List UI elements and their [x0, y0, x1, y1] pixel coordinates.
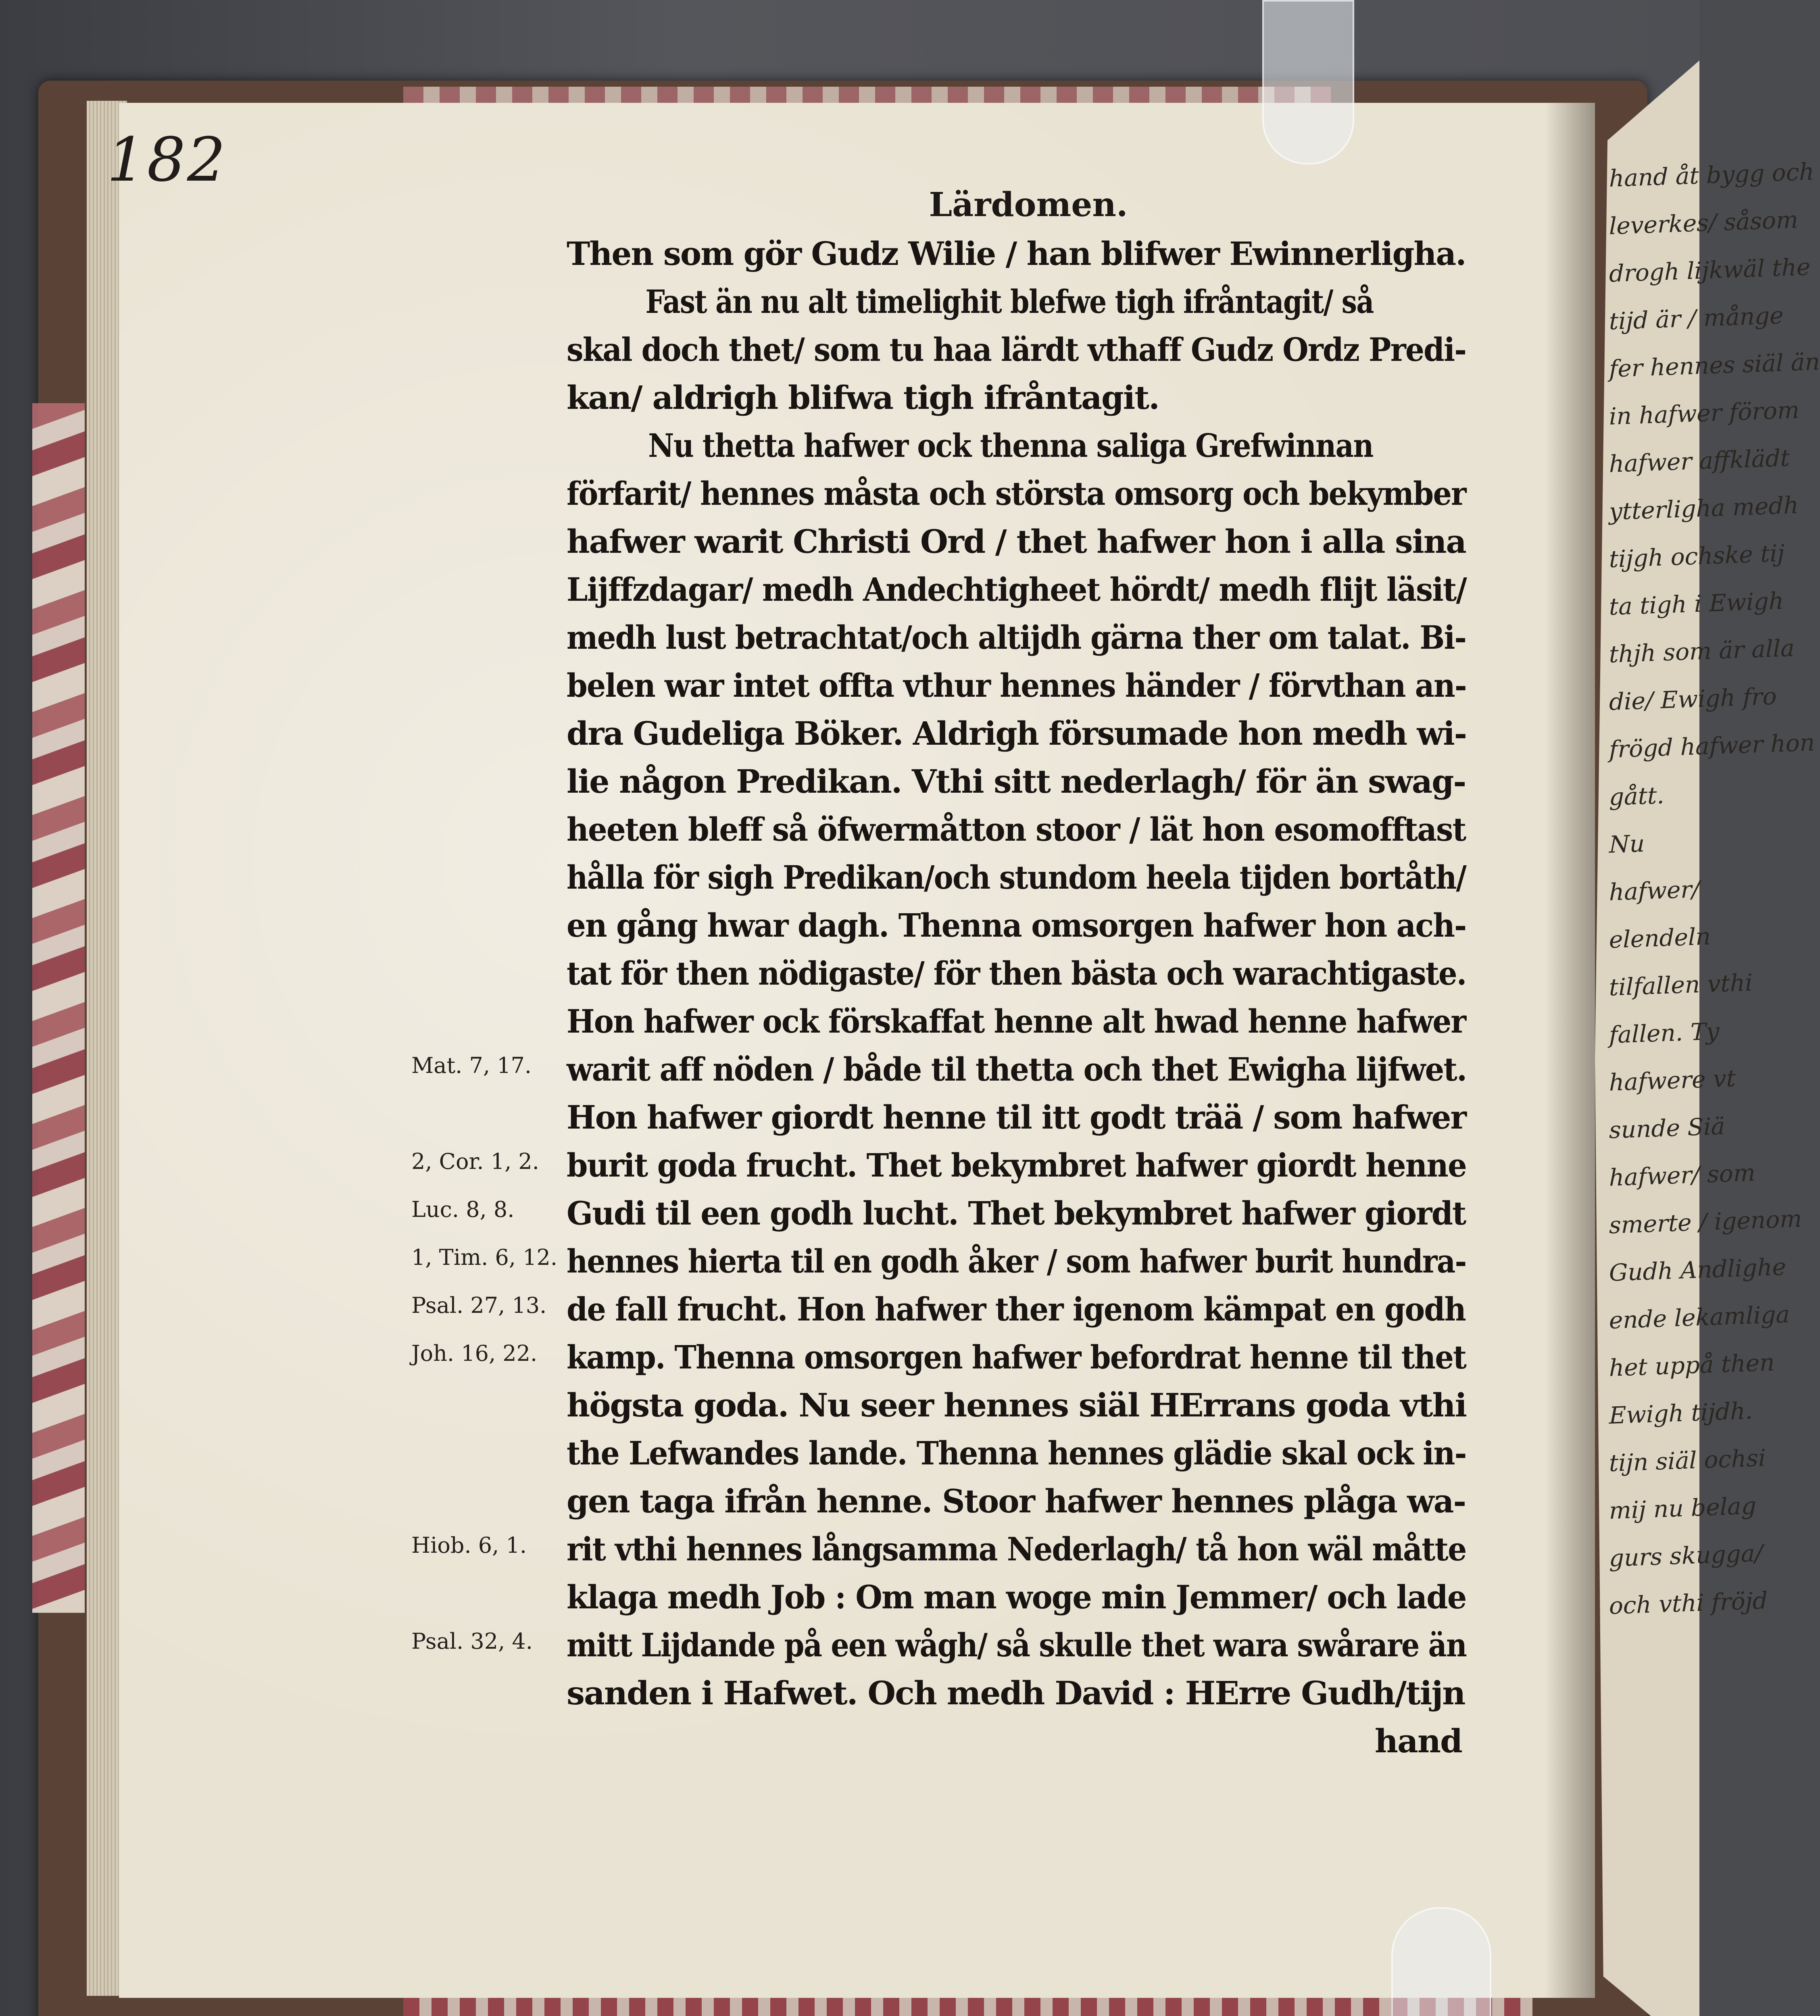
text-line: warit aff nöden / både til thetta och thet Ewigha lijfwet. — [567, 1050, 1467, 1088]
facing-page-line: leverkes/ såsom — [1609, 206, 1798, 240]
facing-page-line: Nu — [1609, 829, 1645, 858]
page-number: 182 — [107, 125, 227, 195]
text-line: dra Gudeliga Böker. Aldrigh försumade hon medh wi- — [567, 714, 1466, 752]
running-header: Lärdomen. — [929, 185, 1128, 224]
facing-page-text — [1609, 153, 1820, 1766]
text-line: mitt Lijdande på een wågh/ så skulle thet wara swårare än — [567, 1626, 1467, 1664]
text-line: heeten bleff så öfwermåtton stoor / lät hon esomofftast — [567, 810, 1466, 848]
text-line: lie någon Predikan. Vthi sitt nederlagh/ för än swag- — [567, 762, 1466, 800]
facing-page-line: Ewigh tijdh. — [1609, 1397, 1753, 1429]
facing-page-line: gurs skugga/ — [1609, 1539, 1763, 1572]
facing-page-line: tijn siäl ochsi — [1609, 1444, 1766, 1477]
facing-page-line: fer hennes siäl än — [1609, 348, 1820, 383]
text-line: Lijffzdagar/ medh Andechtigheet hördt/ medh flijt läsit/ — [567, 571, 1466, 608]
margin-reference: Joh. 16, 22. — [411, 1341, 538, 1366]
page-holder-clip-top — [1262, 0, 1354, 165]
text-line: gen taga ifrån henne. Stoor hafwer hennes plåga wa- — [567, 1482, 1466, 1520]
text-line: rit vthi hennes långsamma Nederlagh/ tå hon wäl måtte — [567, 1530, 1466, 1568]
facing-page-line: frögd hafwer hon — [1609, 729, 1815, 763]
text-line: kamp. Thenna omsorgen hafwer befordrat henne til thet — [567, 1338, 1466, 1376]
text-line: burit goda frucht. Thet bekymbret hafwer giordt henne — [567, 1146, 1466, 1184]
text-line: sanden i Hafwet. Och medh David : HErre Gudh/tijn — [567, 1674, 1465, 1712]
text-line: högsta goda. Nu seer hennes siäl HErrans goda vthi — [567, 1386, 1467, 1424]
body-text — [411, 230, 1467, 1765]
margin-reference: Psal. 32, 4. — [411, 1629, 533, 1654]
facing-page-line: tijd är / månge — [1609, 301, 1784, 335]
margin-reference: Mat. 7, 17. — [411, 1053, 532, 1078]
facing-page-line: thjh som är alla — [1609, 634, 1795, 668]
text-line: klaga medh Job : Om man woge min Jemmer/ och lade — [567, 1578, 1466, 1616]
facing-page-line: hafwer/ som — [1609, 1159, 1755, 1191]
text-line: Then som gör Gudz Wilie / han blifwer Ewinnerligha. — [567, 235, 1466, 273]
facing-page-line: die/ Ewigh fro — [1609, 682, 1777, 716]
text-line: Hon hafwer giordt henne til itt godt trää / som hafwer — [567, 1098, 1466, 1136]
margin-reference: Luc. 8, 8. — [411, 1197, 515, 1222]
text-line: förfarit/ hennes måsta och största omsorg och bekymber — [567, 475, 1466, 512]
facing-page-line: hafwer/ — [1609, 875, 1700, 906]
facing-page-line: ende lekamliga — [1609, 1300, 1790, 1334]
catchword: hand — [1374, 1722, 1462, 1760]
facing-page-line: Gudh Andlighe — [1609, 1253, 1786, 1287]
facing-page-line: hafwere vt — [1609, 1064, 1736, 1096]
text-line: belen war intet offta vthur hennes händer / förvthan an- — [567, 666, 1466, 704]
facing-page-line: ytterligha medh — [1609, 491, 1799, 525]
facing-page-line: ta tigh i Ewigh — [1609, 587, 1784, 621]
text-line: Gudi til een godh lucht. Thet bekymbret hafwer giordt — [567, 1194, 1466, 1232]
margin-reference: 1, Tim. 6, 12. — [411, 1245, 558, 1270]
marbled-edge-bottom — [403, 1996, 1532, 2016]
text-line: tat för then nödigaste/ för then bästa och warachtigaste. — [567, 954, 1466, 992]
text-line: en gång hwar dagh. Thenna omsorgen hafwer hon ach- — [567, 906, 1466, 944]
text-line: the Lefwandes lande. Thenna hennes glädie skal ock in- — [567, 1434, 1466, 1472]
facing-page-line: in hafwer förom — [1609, 396, 1799, 430]
text-line: skal doch thet/ som tu haa lärdt vthaff Gudz Ordz Predi- — [567, 331, 1466, 369]
book-gutter — [1545, 103, 1595, 1998]
facing-page-line: gått. — [1609, 781, 1664, 811]
margin-reference: Hiob. 6, 1. — [411, 1533, 527, 1558]
marbled-edge-left — [32, 403, 85, 1613]
text-line: de fall frucht. Hon hafwer ther igenom kämpat en godh — [567, 1290, 1466, 1328]
facing-page-line: smerte / igenom — [1609, 1205, 1802, 1239]
text-line: Fast än nu alt timelighit blefwe tigh ifråntagit/ så — [645, 283, 1374, 321]
text-line: hålla för sigh Predikan/och stundom heela tijden bortåth/ — [567, 858, 1466, 896]
facing-page-line: fallen. Ty — [1609, 1017, 1720, 1049]
facing-page-line: mij nu belag — [1609, 1492, 1756, 1524]
facing-page-line: elendeln — [1609, 923, 1711, 954]
margin-reference: 2, Cor. 1, 2. — [411, 1149, 539, 1174]
text-line: kan/ aldrigh blifwa tigh ifråntagit. — [567, 379, 1159, 417]
text-line: hafwer warit Christi Ord / thet hafwer hon i alla sina — [567, 523, 1466, 560]
margin-reference: Psal. 27, 13. — [411, 1293, 547, 1318]
facing-page-line: het uppå then — [1609, 1348, 1775, 1382]
text-line: hennes hierta til en godh åker / som hafwer burit hundra- — [567, 1242, 1466, 1280]
facing-page-line: tilfallen vthi — [1609, 968, 1753, 1001]
facing-page-line: tijgh ochske tij — [1609, 539, 1785, 573]
facing-page-line: hand åt bygg och — [1609, 158, 1814, 192]
page-holder-clip-bottom — [1391, 1907, 1491, 2016]
facing-page-line: sunde Siä — [1609, 1112, 1725, 1144]
facing-page-line: hafwer affklädt — [1609, 444, 1790, 478]
facing-page-line: och vthi fröjd — [1609, 1587, 1768, 1620]
text-line: Nu thetta hafwer ock thenna saliga Grefwinnan — [648, 427, 1373, 464]
text-line: Hon hafwer ock förskaffat henne alt hwad henne hafwer — [567, 1002, 1466, 1040]
text-line: medh lust betrachtat/och altijdh gärna ther om talat. Bi- — [567, 619, 1466, 656]
facing-page-line: drogh lijkwäl the — [1609, 253, 1811, 287]
